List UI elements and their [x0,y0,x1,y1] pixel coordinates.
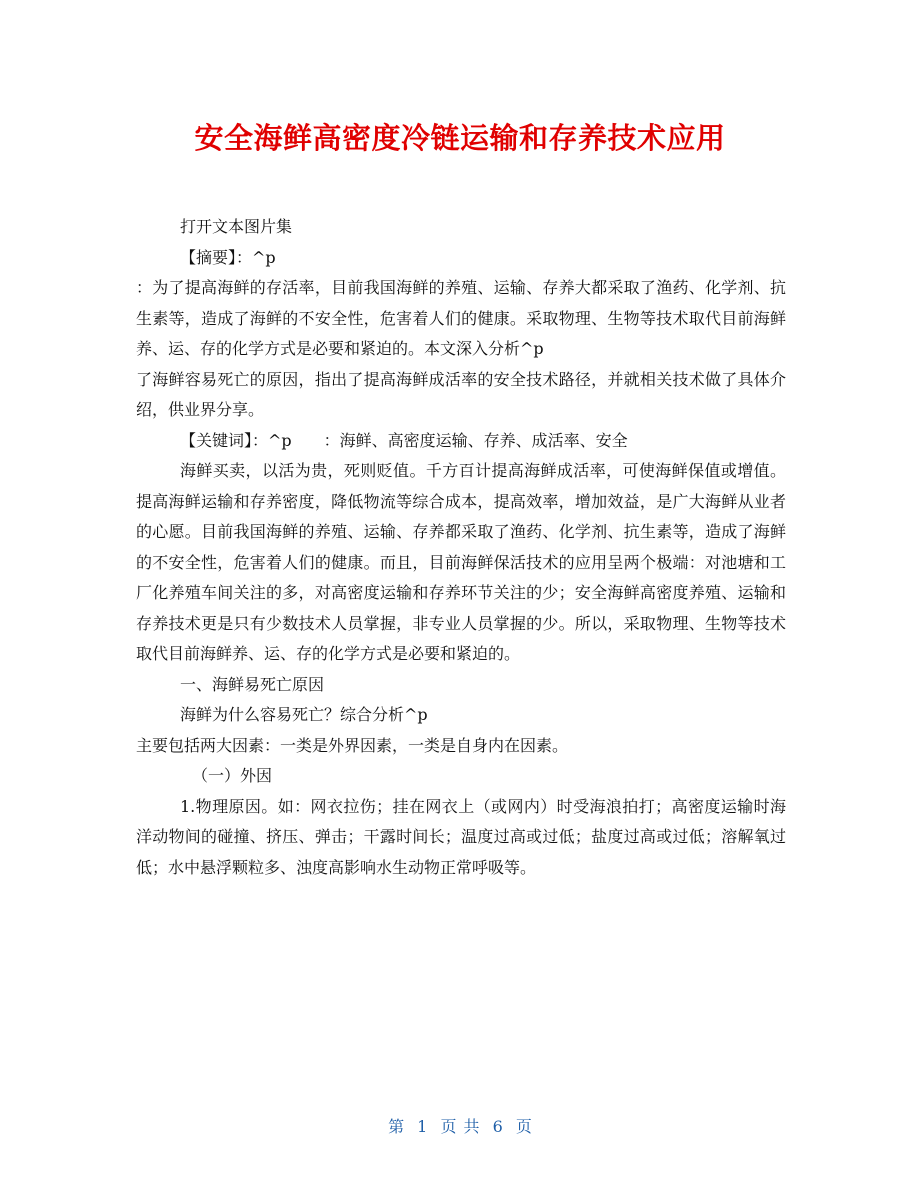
page-prefix: 第 [388,1117,405,1136]
keywords-line: 【关键词】：^p ：海鲜、高密度运输、存养、成活率、安全 [180,430,628,450]
page-mid: 页 共 [440,1117,480,1136]
body-paragraph: 海鲜为什么容易死亡？综合分析^p [180,705,428,724]
document-title: 安全海鲜高密度冷链运输和存养技术应用 [194,121,726,155]
section-heading: 一、海鲜易死亡原因 [180,674,325,694]
abstract-label: 【摘要】：^p [180,247,276,267]
abstract-paragraph-continued: 了海鲜容易死亡的原因，指出了提高海鲜成活率的安全技术路径，并就相关技术做了具体介绍，供业界分享。 [136,369,786,419]
page-suffix: 页 [515,1117,532,1136]
abstract-paragraph: ：为了提高海鲜的存活率，目前我国海鲜的养殖、运输、存养大都采取了渔药、化学剂、抗生素等，造成了海鲜的不安全性，危害着人们的健康。采取物理、生物等技术取代目前海鲜养、运、存的化学方式是必要和紧迫的。本文深入分析^p [136,278,786,358]
page-number: 1 [417,1117,428,1136]
subsection-heading: （一）外因 [192,766,273,785]
page-footer [0,1114,920,1137]
open-image-gallery-link[interactable]: 打开文本图片集 [180,217,293,236]
body-paragraph-continued: 主要包括两大因素：一类是外界因素，一类是自身内在因素。 [136,735,569,755]
document-body [136,212,786,883]
body-paragraph: 1.物理原因。如：网衣拉伤；挂在网衣上（或网内）时受海浪拍打；高密度运输时海洋动物间的碰撞、挤压、弹击；干露时间长；温度过高或过低；盐度过高或过低；溶解氧过低；水中悬浮颗粒多、浊度高影响水生动物正常呼吸等。 [136,796,786,877]
body-paragraph: 海鲜买卖，以活为贵，死则贬值。千方百计提高海鲜成活率，可使海鲜保值或增值。提高海鲜运输和存养密度，降低物流等综合成本，提高效率，增加效益，是广大海鲜从业者的心愿。目前我国海鲜的养殖、运输、存养都采取了渔药、化学剂、抗生素等，造成了海鲜的不安全性，危害着人们的健康。而且，目前海鲜保活技术的应用呈两个极端：对池塘和工厂化养殖车间关注的多，对高密度运输和存养环节关注的少；安全海鲜高密度养殖、运输和存养技术更是只有少数技术人员掌握，非专业人员掌握的少。所以，采取物理、生物等技术取代目前海鲜养、运、存的化学方式是必要和紧迫的。 [136,461,786,663]
page-total: 6 [492,1117,503,1136]
